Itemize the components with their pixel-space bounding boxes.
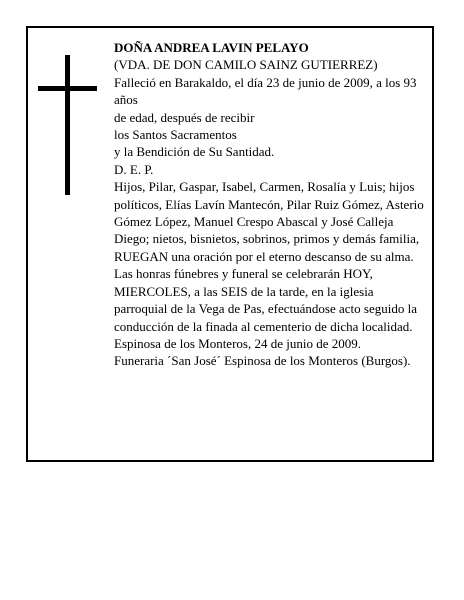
funeral-home: Funeraria ´San José´ Espinosa de los Monteros (Burgos). bbox=[114, 353, 411, 369]
cross-icon-crossbar bbox=[38, 86, 97, 91]
death-line-2: de edad, después de recibir bbox=[114, 109, 255, 125]
obituary-text bbox=[114, 39, 424, 370]
death-line-1: Falleció en Barakaldo, el día 23 de junio de 2009, a los 93 años bbox=[114, 74, 417, 108]
cross-icon bbox=[65, 55, 70, 195]
funeral-request: RUEGAN una oración por el eterno descanso de su alma. Las honras fúnebres y funeral se celebrarán HOY, MIERCOLES, a las SEIS de la tarde, en la iglesia parroquial de la Vega de Pas, efectuándose acto seguido la conducción de la finada al cementerio de dicha localidad. bbox=[114, 248, 417, 334]
widow-of: (VDA. DE DON CAMILO SAINZ GUTIERREZ) bbox=[114, 57, 378, 73]
deceased-name: DOÑA ANDREA LAVIN PELAYO bbox=[114, 40, 309, 55]
family-list: Hijos, Pilar, Gaspar, Isabel, Carmen, Rosalía y Luis; hijos políticos, Elías Lavín Mantecón, Pilar Ruiz Gómez, Asterio Gómez López, Manuel Crespo Abascal y José Calleja Diego; nietos, bisnietos, sobrinos, primos y demás familia, bbox=[114, 179, 424, 247]
death-line-3: los Santos Sacramentos bbox=[114, 127, 237, 143]
death-line-4: y la Bendición de Su Santidad. bbox=[114, 144, 275, 160]
rip: D. E. P. bbox=[114, 161, 154, 177]
place-date: Espinosa de los Monteros, 24 de junio de 2009. bbox=[114, 335, 361, 351]
